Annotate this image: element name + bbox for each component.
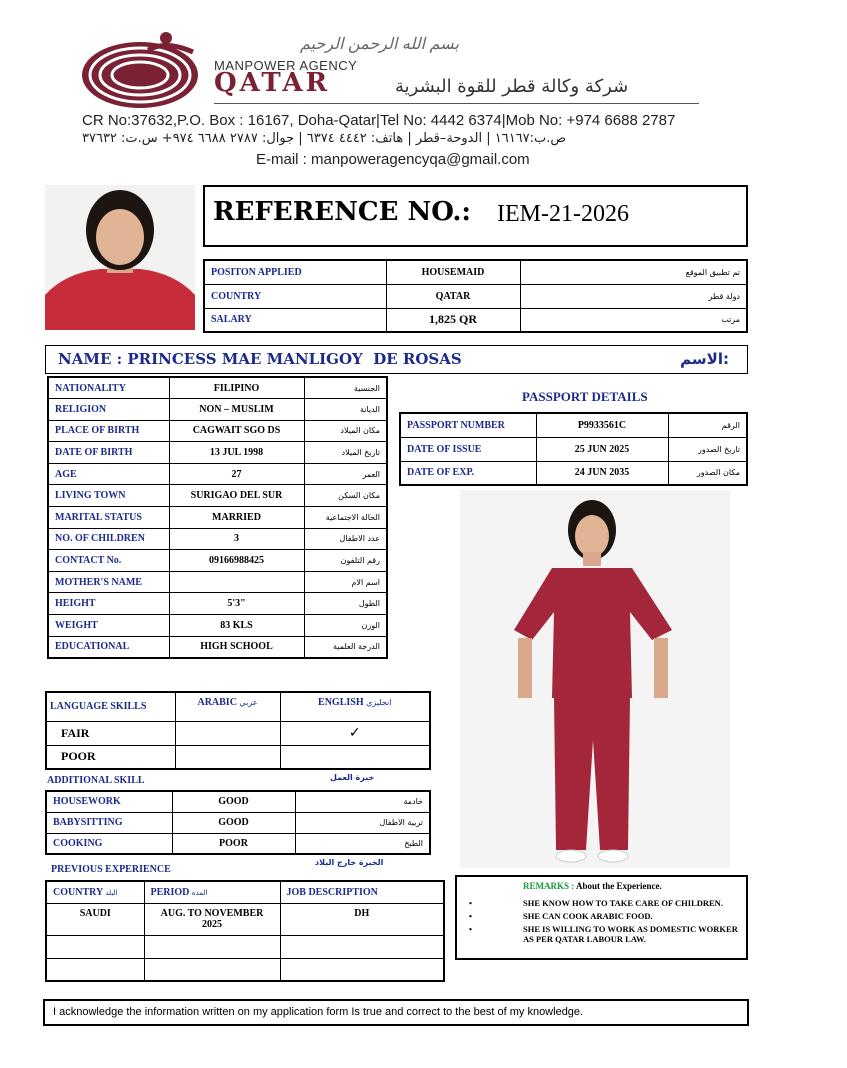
remarks-item-text: SHE CAN COOK ARABIC FOOD. xyxy=(523,911,653,921)
additional-skill-title: ADDITIONAL SKILL xyxy=(47,775,145,786)
fair-label: FAIR xyxy=(46,721,175,745)
english-header-label: ENGLISH xyxy=(318,697,364,708)
salary-value: 1,825 QR xyxy=(386,308,520,332)
personal-field-label-ar: عدد الاطفال xyxy=(304,528,387,550)
personal-field-label-ar: الحالة الاجتماعية xyxy=(304,507,387,529)
personal-field-value: 09166988425 xyxy=(169,550,304,572)
contact-line-ar: ص.ب:١٦١٦٧ | الدوحة–قطر | هاتف: ٤٤٤٢ ٦٣٧٤ | جوال: ٢٧٨٧ ٦٦٨٨ ٩٧٤+ س.ت: ٣٧٦٣٢ xyxy=(82,131,567,146)
experience-country: SAUDI xyxy=(46,903,144,935)
table-row xyxy=(48,528,387,550)
period-column-header xyxy=(144,881,280,903)
position-value: HOUSEMAID xyxy=(386,260,520,284)
remarks-subtitle: About the Experience. xyxy=(576,881,662,891)
personal-field-label: WEIGHT xyxy=(48,615,169,637)
personal-field-label: NATIONALITY xyxy=(48,377,169,399)
personal-table xyxy=(47,376,388,659)
experience-table xyxy=(45,880,445,982)
arabic-header-label-ar: عربي xyxy=(239,698,258,707)
personal-field-label: MARITAL STATUS xyxy=(48,507,169,529)
contact-line-en: CR No:37632,P.O. Box : 16167, Doha-Qatar|Tel No: 4442 6374|Mob No: +974 6688 2787 xyxy=(82,112,676,129)
table-row xyxy=(48,636,387,658)
bullet-icon: • xyxy=(469,911,472,921)
personal-field-label-ar: تاريخ الميلاد xyxy=(304,442,387,464)
country-label-ar: دولة قطر xyxy=(520,284,747,308)
acknowledgement-box xyxy=(43,999,749,1026)
table-row xyxy=(48,463,387,485)
personal-field-value: FILIPINO xyxy=(169,377,304,399)
personal-field-value: 5'3" xyxy=(169,593,304,615)
personal-field-value xyxy=(169,571,304,593)
skill-label: HOUSEWORK xyxy=(46,791,172,812)
table-row xyxy=(48,442,387,464)
period-header-label-ar: المدة xyxy=(191,888,208,897)
personal-field-value: 13 JUL 1998 xyxy=(169,442,304,464)
remarks-item-text: SHE IS WILLING TO WORK AS DOMESTIC WORKER AS PER QATAR LABOUR LAW. xyxy=(523,924,738,944)
applicant-name: NAME : PRINCESS MAE MANLIGOY DE ROSAS xyxy=(58,350,462,368)
table-row xyxy=(204,284,747,308)
table-row xyxy=(46,833,430,854)
table-row xyxy=(46,881,444,903)
acknowledgement-text: I acknowledge the information written on my application form Is true and correct to the best of my knowledge. xyxy=(53,1006,584,1018)
personal-field-label-ar: مكان الميلاد xyxy=(304,420,387,442)
applicant-name-ar: الاسم: xyxy=(680,350,729,368)
skill-value: GOOD xyxy=(172,791,295,812)
passport-table xyxy=(399,412,748,486)
personal-field-label: AGE xyxy=(48,463,169,485)
table-row xyxy=(400,461,747,485)
passport-field-label-ar: مكان الصدور xyxy=(668,461,747,485)
table-row xyxy=(48,377,387,399)
table-row xyxy=(46,935,444,958)
remarks-box xyxy=(455,875,748,960)
fair-english-checkmark: ✓ xyxy=(280,721,430,745)
remarks-list xyxy=(469,898,739,947)
personal-field-value: 27 xyxy=(169,463,304,485)
personal-field-label: PLACE OF BIRTH xyxy=(48,420,169,442)
bismillah: بسم الله الرحمن الرحيم xyxy=(300,36,459,53)
job-column-header: JOB DESCRIPTION xyxy=(280,881,444,903)
skill-label-ar: تربية الاطفال xyxy=(295,812,430,833)
poor-english-cell xyxy=(280,745,430,769)
remarks-label: REMARKS : xyxy=(523,881,575,891)
country-column-header xyxy=(46,881,144,903)
experience-country xyxy=(46,935,144,958)
personal-field-value: CAGWAIT SGO DS xyxy=(169,420,304,442)
table-row xyxy=(46,745,430,769)
table-row xyxy=(204,308,747,332)
remarks-item xyxy=(469,911,739,921)
agency-name-big: QATAR xyxy=(214,68,331,98)
country-header-label: COUNTRY xyxy=(53,886,103,898)
additional-skill-table xyxy=(45,790,431,855)
passport-field-label-ar: الرقم xyxy=(668,413,747,437)
position-table xyxy=(203,259,748,333)
skill-label-ar: الطبخ xyxy=(295,833,430,854)
personal-field-label: HEIGHT xyxy=(48,593,169,615)
experience-period: AUG. TO NOVEMBER 2025 xyxy=(144,903,280,935)
language-skills-label: LANGUAGE SKILLS xyxy=(46,692,175,721)
table-row xyxy=(48,571,387,593)
personal-field-value: HIGH SCHOOL xyxy=(169,636,304,658)
header-rule xyxy=(214,103,699,104)
personal-field-value: MARRIED xyxy=(169,507,304,529)
table-row xyxy=(46,692,430,721)
personal-field-value: 83 KLS xyxy=(169,615,304,637)
fair-arabic-cell xyxy=(175,721,280,745)
english-header-label-ar: انجليزي xyxy=(366,698,392,707)
experience-period xyxy=(144,958,280,981)
remarks-item-text: SHE KNOW HOW TO TAKE CARE OF CHILDREN. xyxy=(523,898,723,908)
passport-field-value: 25 JUN 2025 xyxy=(536,437,668,461)
personal-field-label: EDUCATIONAL xyxy=(48,636,169,658)
reference-value: IEM-21-2026 xyxy=(497,201,629,227)
personal-field-value: NON – MUSLIM xyxy=(169,399,304,421)
country-value: QATAR xyxy=(386,284,520,308)
table-row xyxy=(46,721,430,745)
table-row xyxy=(48,420,387,442)
agency-logo xyxy=(78,30,208,110)
passport-field-label: DATE OF ISSUE xyxy=(400,437,536,461)
header xyxy=(0,0,847,175)
personal-field-value: SURIGAO DEL SUR xyxy=(169,485,304,507)
salary-label: SALARY xyxy=(204,308,386,332)
table-row xyxy=(46,812,430,833)
period-header-label: PERIOD xyxy=(150,886,190,898)
skill-label: BABYSITTING xyxy=(46,812,172,833)
table-row xyxy=(48,485,387,507)
personal-field-label-ar: اسم الام xyxy=(304,571,387,593)
skill-value: POOR xyxy=(172,833,295,854)
reference-box xyxy=(203,185,748,247)
passport-field-label-ar: تاريخ الصدور xyxy=(668,437,747,461)
personal-field-label-ar: الديانة xyxy=(304,399,387,421)
agency-name-arabic: شركة وكالة قطر للقوة البشرية xyxy=(395,76,629,97)
personal-field-label-ar: الدرجة العلمية xyxy=(304,636,387,658)
experience-job: DH xyxy=(280,903,444,935)
skill-label-ar: خادمة xyxy=(295,791,430,812)
table-row xyxy=(46,903,444,935)
table-row xyxy=(204,260,747,284)
personal-field-label-ar: الوزن xyxy=(304,615,387,637)
arabic-header-label: ARABIC xyxy=(197,697,237,708)
position-label-ar: تم تطبيق الموقع xyxy=(520,260,747,284)
portrait-photo xyxy=(45,185,195,330)
remarks-item xyxy=(469,924,739,944)
passport-field-value: P9933561C xyxy=(536,413,668,437)
table-row xyxy=(48,615,387,637)
bullet-icon: • xyxy=(469,924,472,934)
table-row xyxy=(400,413,747,437)
table-row xyxy=(48,507,387,529)
skill-value: GOOD xyxy=(172,812,295,833)
passport-field-label: DATE OF EXP. xyxy=(400,461,536,485)
skill-label: COOKING xyxy=(46,833,172,854)
table-row xyxy=(48,399,387,421)
country-label: COUNTRY xyxy=(204,284,386,308)
position-label: POSITON APPLIED xyxy=(204,260,386,284)
experience-period xyxy=(144,935,280,958)
personal-field-label: CONTACT No. xyxy=(48,550,169,572)
arabic-column-header xyxy=(175,692,280,721)
previous-experience-title-ar: الخبرة خارج البلاد xyxy=(315,858,384,867)
personal-field-label: MOTHER'S NAME xyxy=(48,571,169,593)
salary-label-ar: مرتب xyxy=(520,308,747,332)
passport-field-label: PASSPORT NUMBER xyxy=(400,413,536,437)
table-row xyxy=(400,437,747,461)
additional-skill-title-ar: خبرة العمل xyxy=(330,773,375,782)
language-table xyxy=(45,691,431,770)
country-header-label-ar: البلد xyxy=(105,888,118,897)
remarks-heading xyxy=(523,881,662,891)
personal-field-label-ar: العمر xyxy=(304,463,387,485)
passport-title: PASSPORT DETAILS xyxy=(522,389,648,404)
passport-field-value: 24 JUN 2035 xyxy=(536,461,668,485)
full-body-photo xyxy=(460,490,730,868)
previous-experience-title: PREVIOUS EXPERIENCE xyxy=(51,864,171,875)
personal-field-value: 3 xyxy=(169,528,304,550)
personal-field-label: DATE OF BIRTH xyxy=(48,442,169,464)
bullet-icon: • xyxy=(469,898,472,908)
personal-field-label: LIVING TOWN xyxy=(48,485,169,507)
experience-job xyxy=(280,958,444,981)
experience-job xyxy=(280,935,444,958)
poor-label: POOR xyxy=(46,745,175,769)
personal-field-label-ar: الجنسية xyxy=(304,377,387,399)
experience-country xyxy=(46,958,144,981)
table-row xyxy=(48,593,387,615)
personal-field-label: NO. OF CHILDREN xyxy=(48,528,169,550)
english-column-header xyxy=(280,692,430,721)
personal-field-label-ar: رقم التلفون xyxy=(304,550,387,572)
personal-field-label-ar: الطول xyxy=(304,593,387,615)
email-line: E-mail : manpoweragencyqa@gmail.com xyxy=(256,151,530,168)
table-row xyxy=(46,791,430,812)
personal-field-label: RELIGION xyxy=(48,399,169,421)
reference-label: REFERENCE NO.: xyxy=(213,197,471,227)
poor-arabic-cell xyxy=(175,745,280,769)
personal-field-label-ar: مكان السكن xyxy=(304,485,387,507)
name-box xyxy=(45,345,748,374)
table-row xyxy=(48,550,387,572)
table-row xyxy=(46,958,444,981)
agency-name-small: MANPOWER AGENCY xyxy=(214,58,358,73)
remarks-item xyxy=(469,898,739,908)
